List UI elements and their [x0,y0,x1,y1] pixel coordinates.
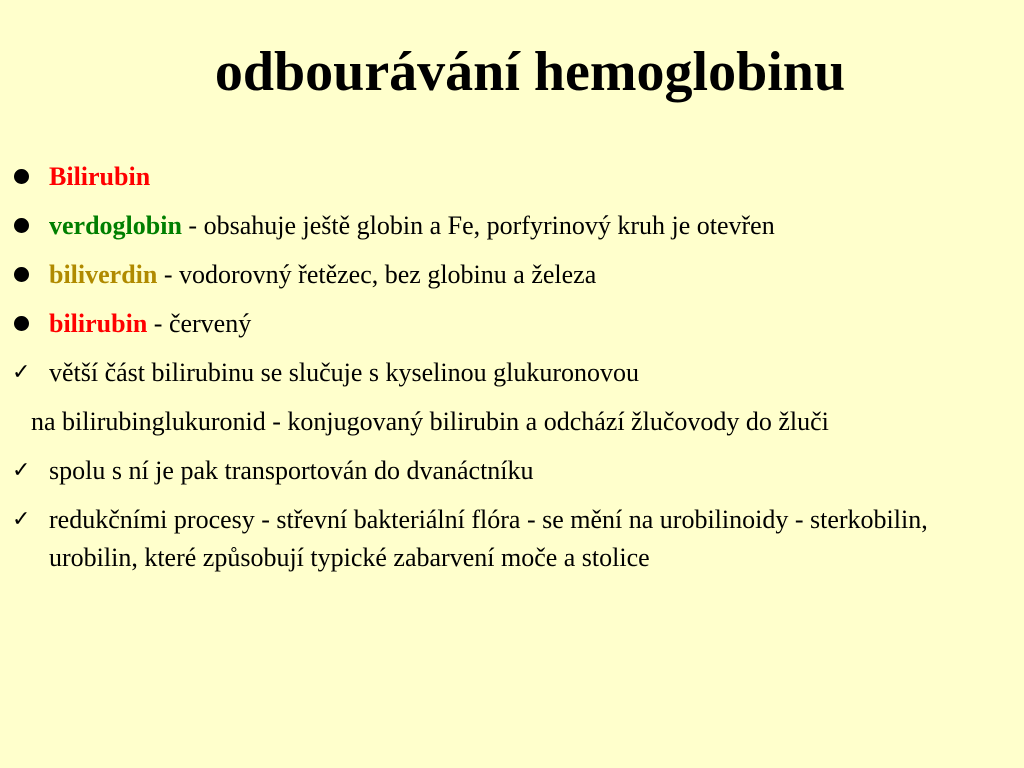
checkmark-icon: ✓ [12,458,31,483]
slide-title: odbourávání hemoglobinu [214,41,846,103]
item-text: redukčními procesy - střevní bakteriální flóra - se mění na urobilinoidy - sterkobilin, urobilin, které způsobují typické zabarvení moče a stolice [49,505,928,572]
keyword: bilirubin [49,309,148,338]
checkmark-icon: ✓ [12,507,31,532]
list-item-continuation [12,403,1002,441]
item-text: větší část bilirubinu se slučuje s kyselinou glukuronovou [49,358,639,387]
item-text: - vodorovný řetězec, bez globinu a železa [157,260,597,289]
bullet-icon [12,305,42,343]
list-item [12,305,1002,343]
list-item [12,158,1002,196]
bullet-icon [12,158,42,196]
item-text: na bilirubinglukuronid - konjugovaný bilirubin a odchází žlučovody do žluči [31,407,829,436]
item-text: spolu s ní je pak transportován do dvanáctníku [49,456,534,485]
keyword: biliverdin [49,260,158,289]
bullet-icon [12,207,42,245]
checkmark-icon: ✓ [12,360,31,385]
list-item [12,452,1002,490]
list-item [12,207,1002,245]
list-item [12,501,1002,577]
bullet-icon [12,256,42,294]
keyword: verdoglobin [49,211,182,240]
list-item [12,354,1002,392]
list-item [12,256,1002,294]
keyword: Bilirubin [49,162,151,191]
item-text: - obsahuje ještě globin a Fe, porfyrinový kruh je otevřen [181,211,775,240]
item-text: - červený [147,309,252,338]
bullet-list [12,158,1002,588]
